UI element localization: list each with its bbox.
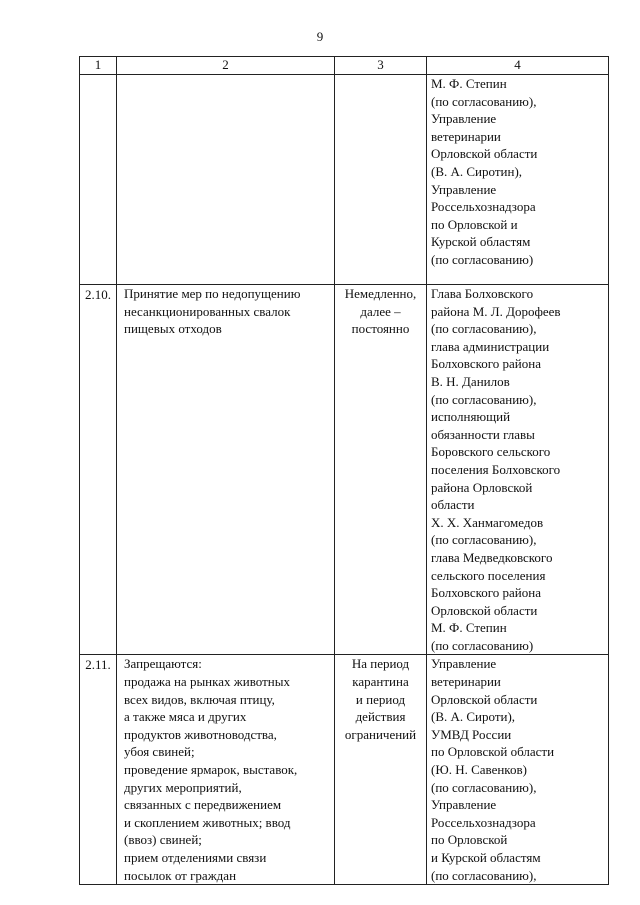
- text-line: убоя свиней;: [124, 744, 195, 760]
- item-number-cell: 2.11.: [80, 655, 117, 885]
- text-line: проведение ярмарок, выставок,: [124, 762, 298, 778]
- text-line: Управление: [431, 656, 497, 672]
- text-line: сельского поселения: [431, 567, 546, 583]
- text-line: по Орловской области: [431, 744, 555, 760]
- text-line: (по согласованию): [431, 637, 534, 653]
- text-line: Принятие мер по недопущению: [124, 286, 301, 301]
- text-line: ветеринарии: [431, 128, 501, 144]
- text-line: района М. Л. Дорофеев: [431, 303, 561, 319]
- text-line: Управление: [431, 111, 497, 127]
- text-line: и Курской областям: [431, 850, 541, 865]
- column-header: 2: [117, 57, 335, 75]
- text-line: Болховского района: [431, 585, 541, 601]
- action-cell: [117, 75, 335, 285]
- text-line: области: [431, 497, 475, 513]
- text-line: несанкционированных свалок: [124, 303, 291, 319]
- text-line: (В. А. Сироти),: [431, 709, 516, 725]
- table-row: [80, 285, 609, 655]
- text-line: по Орловской: [431, 832, 508, 848]
- item-number-cell: 2.10.: [80, 285, 117, 655]
- term-cell: [335, 285, 427, 655]
- text-line: (по согласованию),: [431, 321, 537, 337]
- text-line: всех видов, включая птицу,: [124, 691, 275, 707]
- action-cell: [117, 285, 335, 655]
- text-line: (Ю. Н. Савенков): [431, 762, 527, 778]
- column-header: 3: [335, 57, 427, 75]
- action-cell: [117, 655, 335, 885]
- text-line: М. Ф. Степин: [431, 76, 507, 91]
- text-line: (по согласованию),: [431, 867, 537, 883]
- text-line: постоянно: [351, 321, 410, 337]
- text-line: Немедленно,: [344, 286, 417, 301]
- text-line: (по согласованию),: [431, 532, 537, 548]
- table-header-row: [80, 57, 609, 75]
- text-line: глава администрации: [431, 338, 550, 354]
- text-line: (по согласованию),: [431, 779, 537, 795]
- text-line: Курской областям: [431, 234, 531, 250]
- text-line: глава Медведковского: [431, 549, 553, 565]
- text-line: действия: [355, 709, 406, 725]
- text-line: (по согласованию),: [431, 93, 537, 109]
- text-line: (по согласованию),: [431, 391, 537, 407]
- text-line: далее –: [360, 303, 401, 319]
- text-line: В. Н. Данилов: [431, 373, 510, 389]
- item-number-cell: [80, 75, 117, 285]
- text-line: обязанности главы: [431, 426, 535, 442]
- text-line: продуктов животноводства,: [124, 726, 277, 742]
- text-line: и скоплением животных; ввод: [124, 814, 291, 830]
- text-line: ограничений: [344, 726, 417, 742]
- text-line: Глава Болховского: [431, 286, 534, 301]
- responsible-cell: [427, 655, 609, 885]
- text-line: Орловской области: [431, 691, 538, 707]
- text-line: прием отделениями связи: [124, 850, 267, 865]
- text-line: (ввоз) свиней;: [124, 832, 202, 848]
- text-line: Боровского сельского: [431, 444, 551, 460]
- text-line: а также мяса и других: [124, 709, 247, 725]
- page-number: 9: [316, 29, 324, 44]
- responsible-cell: [427, 285, 609, 655]
- text-line: продажа на рынках животных: [124, 674, 290, 690]
- text-line: Управление: [431, 181, 497, 197]
- text-line: УМВД России: [431, 726, 512, 742]
- text-line: Запрещаются:: [124, 656, 202, 672]
- text-line: карантина: [352, 674, 409, 690]
- text-line: пищевых отходов: [124, 321, 222, 337]
- text-line: Россельхознадзора: [431, 199, 536, 215]
- text-line: (по согласованию): [431, 251, 534, 267]
- text-line: Орловской области: [431, 602, 538, 618]
- text-line: по Орловской и: [431, 216, 518, 232]
- text-line: Болховского района: [431, 356, 541, 372]
- text-line: Россельхознадзора: [431, 814, 536, 830]
- text-line: поселения Болховского: [431, 461, 561, 477]
- text-line: связанных с передвижением: [124, 797, 282, 813]
- term-cell: [335, 655, 427, 885]
- text-line: Управление: [431, 797, 497, 813]
- table-row: [80, 655, 609, 885]
- text-line: и период: [355, 691, 406, 707]
- text-line: (В. А. Сиротин),: [431, 163, 523, 179]
- text-line: На период: [351, 656, 410, 672]
- text-line: посылок от граждан: [124, 867, 237, 883]
- responsible-cell: [427, 75, 609, 285]
- text-line: других мероприятий,: [124, 779, 242, 795]
- measures-table: [79, 56, 609, 885]
- table-row: [80, 75, 609, 285]
- column-header: 1: [80, 57, 117, 75]
- text-line: ветеринарии: [431, 674, 501, 690]
- column-header: 4: [427, 57, 609, 75]
- text-line: района Орловской: [431, 479, 533, 495]
- term-cell: [335, 75, 427, 285]
- text-line: исполняющий: [431, 409, 511, 425]
- text-line: Х. Х. Ханмагомедов: [431, 514, 544, 530]
- text-line: Орловской области: [431, 146, 538, 162]
- text-line: М. Ф. Степин: [431, 620, 507, 636]
